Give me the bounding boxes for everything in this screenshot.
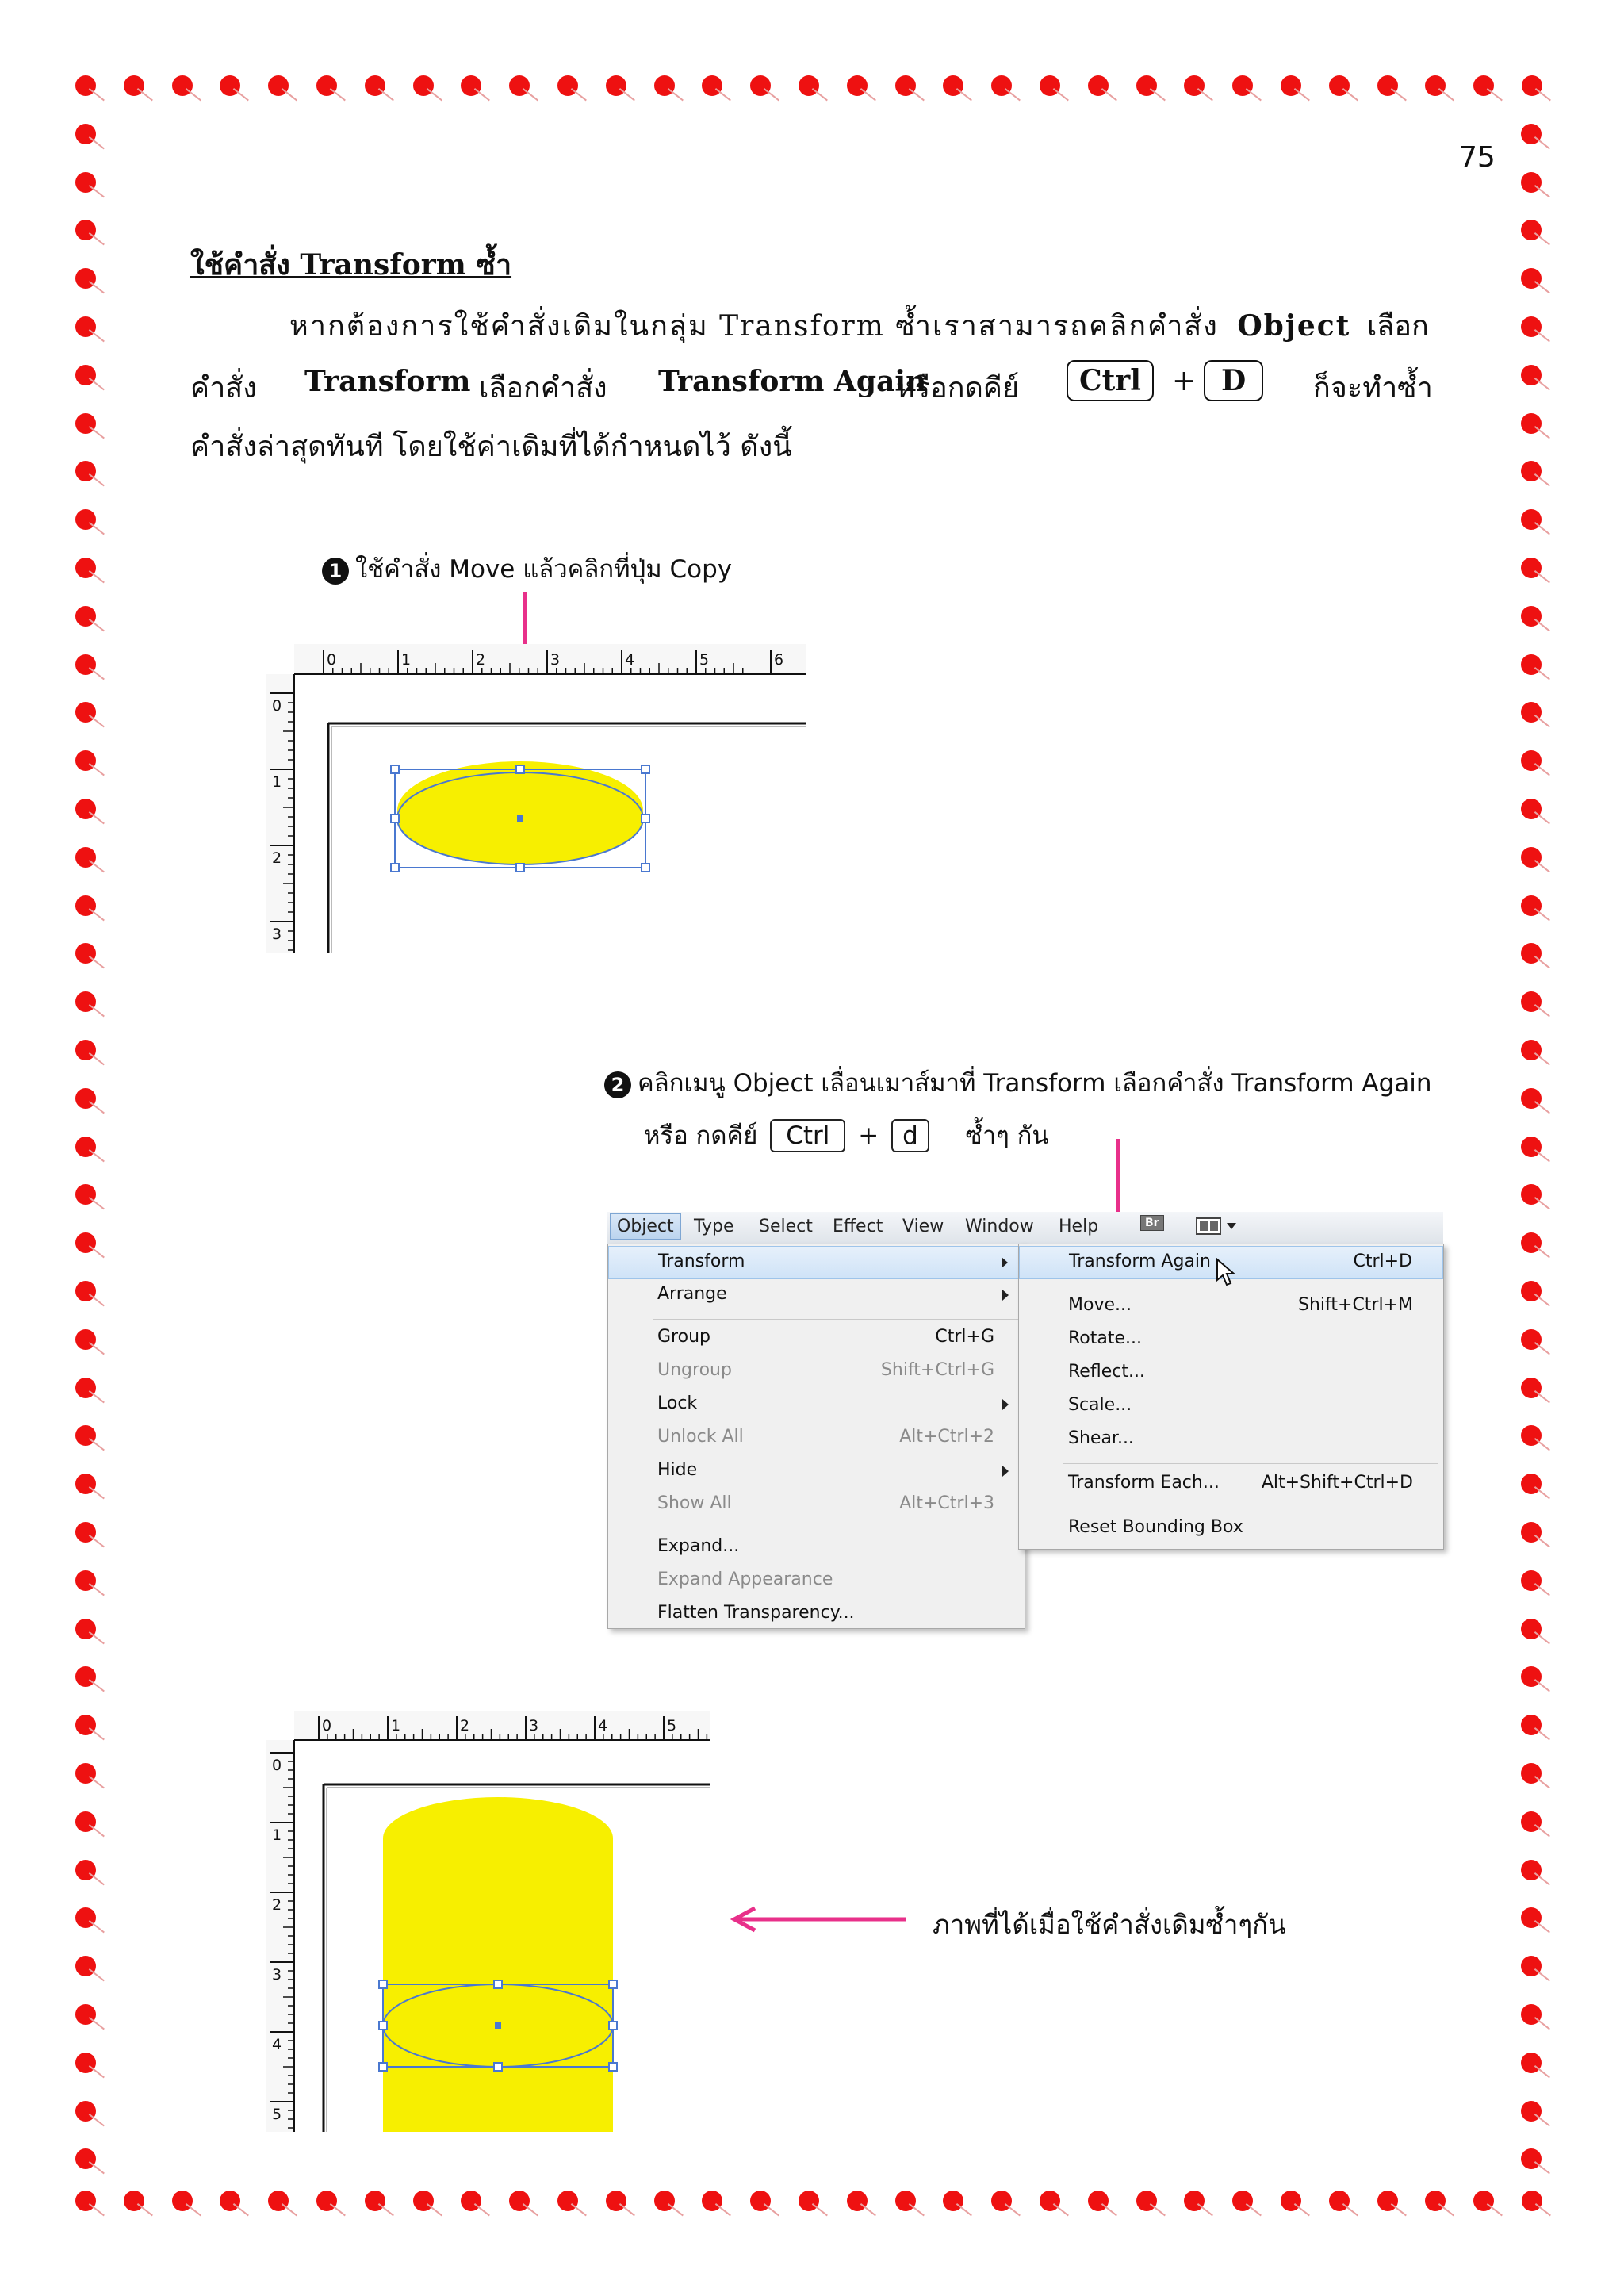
step-2-line-2 xyxy=(644,1115,1049,1155)
border-dot xyxy=(75,1474,96,1494)
step-number: 2 xyxy=(604,1071,631,1098)
key-ctrl: Ctrl xyxy=(1067,360,1154,401)
border-dot xyxy=(1521,1715,1542,1735)
border-dot xyxy=(1521,654,1542,675)
ruler-tick-label: 4 xyxy=(272,2036,282,2053)
bold-transform: Transform xyxy=(304,365,471,398)
border-dot xyxy=(1136,2191,1157,2211)
border-dot xyxy=(1425,75,1446,96)
border-dot xyxy=(1521,1425,1542,1446)
border-dot xyxy=(654,2191,675,2211)
menu-item-hide[interactable] xyxy=(608,1455,1025,1487)
border-dot xyxy=(1232,2191,1253,2211)
ruler-tick-label: 5 xyxy=(667,1717,677,1734)
border-dot xyxy=(461,75,481,96)
border-dot xyxy=(1521,124,1542,144)
border-dot xyxy=(895,75,916,96)
menu-item-label: Rotate... xyxy=(1068,1328,1143,1348)
submenu-arrow-icon xyxy=(1002,1290,1009,1301)
border-dot xyxy=(75,1425,96,1446)
mouse-cursor-icon xyxy=(1215,1258,1239,1290)
step-1-label xyxy=(322,549,732,588)
menu-window[interactable]: Window xyxy=(965,1217,1034,1236)
border-dot xyxy=(1088,75,1109,96)
border-dot xyxy=(1521,1088,1542,1109)
menu-item-label: Expand... xyxy=(657,1536,740,1556)
bridge-icon[interactable]: Br xyxy=(1140,1215,1164,1231)
border-dot xyxy=(1521,1474,1542,1494)
ruler-tick-label: 2 xyxy=(476,651,486,669)
menu-item-label: Flatten Transparency... xyxy=(657,1603,855,1623)
border-dot xyxy=(75,606,96,627)
border-dot xyxy=(702,75,722,96)
border-dot xyxy=(557,2191,578,2211)
border-dot xyxy=(75,461,96,481)
menu-item-shortcut: Shift+Ctrl+G xyxy=(880,1360,994,1380)
ruler-tick-label: 3 xyxy=(272,1966,282,1984)
border-dot xyxy=(1473,75,1494,96)
menu-item-label: Scale... xyxy=(1068,1395,1132,1415)
border-dot xyxy=(895,2191,916,2211)
border-dot xyxy=(1521,509,1542,530)
border-dot xyxy=(461,2191,481,2211)
section-heading: ใช้คำสั่ง Transform ซ้ำ xyxy=(190,248,512,282)
border-dot xyxy=(1521,847,1542,868)
border-dot xyxy=(1521,220,1542,240)
border-dot xyxy=(606,75,626,96)
border-dot xyxy=(75,702,96,723)
border-dot xyxy=(557,75,578,96)
border-dot xyxy=(268,2191,289,2211)
ruler-tick-label: 5 xyxy=(699,651,710,669)
border-dot xyxy=(847,2191,868,2211)
menu-item-flatten-transparency[interactable] xyxy=(608,1598,1025,1629)
border-dot xyxy=(702,2191,722,2211)
border-dot xyxy=(1521,1522,1542,1543)
border-dot xyxy=(75,509,96,530)
paragraph-text: เลือก xyxy=(1367,310,1429,343)
border-dot xyxy=(75,2191,96,2211)
border-dot xyxy=(1521,2101,1542,2122)
border-dot xyxy=(75,1040,96,1060)
border-dot xyxy=(1521,1907,1542,1928)
border-dot xyxy=(1521,1232,1542,1253)
border-dot xyxy=(509,75,530,96)
border-dot xyxy=(1521,461,1542,481)
ruler-tick-label: 5 xyxy=(272,2106,282,2123)
border-dot xyxy=(75,1378,96,1398)
border-dot xyxy=(220,2191,240,2211)
border-dot xyxy=(75,2053,96,2073)
step-text: หรือ กดคีย์ xyxy=(644,1121,758,1150)
border-dot xyxy=(799,2191,819,2211)
menu-item-label: Move... xyxy=(1068,1295,1132,1315)
border-dot xyxy=(1521,316,1542,337)
result-caption: ภาพที่ได้เมื่อใช้คำสั่งเดิมซ้ำๆกัน xyxy=(933,1909,1286,1940)
border-dot xyxy=(124,2191,144,2211)
border-dot xyxy=(75,1281,96,1301)
ruler-tick-label: 2 xyxy=(272,849,282,867)
border-dot xyxy=(1521,1860,1542,1880)
border-dot xyxy=(268,75,289,96)
border-dot xyxy=(1377,2191,1398,2211)
border-dot xyxy=(509,2191,530,2211)
border-dot xyxy=(1329,75,1350,96)
border-dot xyxy=(413,2191,434,2211)
border-dot xyxy=(75,654,96,675)
border-dot xyxy=(75,943,96,964)
border-dot xyxy=(220,75,240,96)
step-number: 1 xyxy=(322,558,349,585)
arrow-left-icon xyxy=(730,1903,912,1935)
ruler-tick-label: 1 xyxy=(401,651,412,669)
paragraph-text: คำสั่ง xyxy=(190,372,257,404)
menu-item-label: Transform Each... xyxy=(1068,1473,1220,1493)
page-number: 75 xyxy=(1459,141,1496,174)
menu-separator xyxy=(1063,1463,1438,1464)
border-dot xyxy=(75,895,96,916)
border-dot xyxy=(1521,2148,1542,2169)
menu-item-shortcut: Alt+Shift+Ctrl+D xyxy=(1261,1473,1413,1493)
border-dot xyxy=(1136,75,1157,96)
border-dot xyxy=(172,75,193,96)
border-dot xyxy=(1521,943,1542,964)
workspace-icon[interactable] xyxy=(1195,1217,1239,1240)
border-dot xyxy=(750,75,771,96)
border-dot xyxy=(75,1184,96,1205)
menu-item-expand-appearance[interactable] xyxy=(608,1565,1025,1596)
border-dot xyxy=(654,75,675,96)
border-dot xyxy=(1521,750,1542,771)
ruler-tick-label: 3 xyxy=(529,1717,539,1734)
menu-separator xyxy=(653,1319,1020,1320)
border-dot xyxy=(75,1522,96,1543)
border-dot xyxy=(1521,2053,1542,2073)
paragraph-text: หรือกดคีย์ xyxy=(896,372,1020,404)
border-dot xyxy=(1184,75,1205,96)
border-dot xyxy=(1281,2191,1301,2211)
bold-transform-again: Transform Again xyxy=(658,365,927,398)
menu-item-unlock-all[interactable] xyxy=(608,1422,1025,1454)
border-dot xyxy=(365,75,385,96)
border-dot xyxy=(1521,606,1542,627)
border-dot xyxy=(75,1860,96,1880)
menu-item-shortcut: Alt+Ctrl+3 xyxy=(899,1493,994,1513)
border-dot xyxy=(1521,1281,1542,1301)
menu-help[interactable]: Help xyxy=(1059,1217,1099,1236)
submenu-arrow-icon xyxy=(1002,1257,1008,1268)
menu-item-label: Reflect... xyxy=(1068,1362,1145,1382)
border-dot xyxy=(75,1715,96,1735)
menu-item-label: Ungroup xyxy=(657,1360,732,1380)
border-dot xyxy=(1521,365,1542,385)
border-dot xyxy=(75,991,96,1012)
submenu-arrow-icon xyxy=(1002,1399,1009,1410)
ruler-tick-label: 0 xyxy=(327,651,337,669)
border-dot xyxy=(1521,1666,1542,1687)
menu-item-reflect[interactable] xyxy=(1019,1357,1443,1389)
border-dot xyxy=(1521,1570,1542,1591)
border-dot xyxy=(991,75,1012,96)
border-dot xyxy=(847,75,868,96)
submenu-arrow-icon xyxy=(1002,1466,1009,1477)
ruler-tick-label: 1 xyxy=(391,1717,401,1734)
step-2-label xyxy=(604,1063,1432,1102)
border-dot xyxy=(799,75,819,96)
border-dot xyxy=(1521,1137,1542,1157)
border-dot xyxy=(1521,991,1542,1012)
menu-item-label: Arrange xyxy=(657,1284,727,1304)
key-ctrl: Ctrl xyxy=(770,1119,845,1152)
ruler-tick-label: 6 xyxy=(774,651,784,669)
menu-item-shear[interactable] xyxy=(1019,1424,1443,1455)
ruler-tick-label: 1 xyxy=(272,1826,282,1844)
plus-sign: + xyxy=(858,1121,879,1150)
border-dot xyxy=(1521,268,1542,289)
border-dot xyxy=(1521,558,1542,578)
border-dot xyxy=(75,413,96,434)
border-dot xyxy=(1232,75,1253,96)
border-dot xyxy=(1521,1040,1542,1060)
object-menu xyxy=(607,1244,1025,1629)
border-dot xyxy=(1329,2191,1350,2211)
border-dot xyxy=(75,1137,96,1157)
menu-item-label: Group xyxy=(657,1327,710,1347)
paragraph-text: หากต้องการใช้คำสั่งเดิมในกลุ่ม Transform ซ้ำเราสามารถคลิกคำสั่ง xyxy=(289,310,1219,343)
illustrator-canvas-1 xyxy=(266,644,806,953)
border-dot xyxy=(943,2191,963,2211)
border-dot xyxy=(75,799,96,819)
border-dot xyxy=(1522,2191,1542,2211)
ruler-tick-label: 0 xyxy=(272,697,282,715)
menu-item-lock[interactable] xyxy=(608,1389,1025,1420)
border-dot xyxy=(1473,2191,1494,2211)
ruler-tick-label: 4 xyxy=(625,651,635,669)
illustrator-canvas-2 xyxy=(266,1711,710,2132)
border-dot xyxy=(1281,75,1301,96)
bold-object: Object xyxy=(1237,309,1351,343)
menu-item-group[interactable] xyxy=(608,1322,1025,1354)
border-dot xyxy=(1184,2191,1205,2211)
ruler-tick-label: 4 xyxy=(598,1717,608,1734)
border-dot xyxy=(750,2191,771,2211)
key-d: D xyxy=(1204,360,1263,401)
border-dot xyxy=(75,1811,96,1832)
ruler-tick-label: 0 xyxy=(272,1757,282,1774)
border-dot xyxy=(75,1619,96,1639)
menu-view[interactable]: View xyxy=(902,1217,944,1236)
menu-item-transform[interactable] xyxy=(608,1246,1025,1279)
menu-effect[interactable]: Effect xyxy=(833,1217,883,1236)
menu-object[interactable]: Object xyxy=(610,1213,681,1240)
border-dot xyxy=(75,75,96,96)
ruler-tick-label: 3 xyxy=(550,651,561,669)
border-dot xyxy=(75,1329,96,1350)
menu-item-label: Show All xyxy=(657,1493,732,1513)
border-dot xyxy=(75,1956,96,1976)
paragraph-line-1 xyxy=(289,303,1350,348)
menu-item-label: Transform Again xyxy=(1069,1251,1211,1271)
border-dot xyxy=(75,1570,96,1591)
border-dot xyxy=(75,365,96,385)
ruler-tick-label: 3 xyxy=(272,926,282,943)
menu-item-transform-each[interactable] xyxy=(1019,1468,1443,1500)
border-dot xyxy=(316,75,337,96)
border-dot xyxy=(172,2191,193,2211)
menu-item-move[interactable] xyxy=(1019,1290,1443,1322)
border-dot xyxy=(75,268,96,289)
border-dot xyxy=(1521,1763,1542,1784)
border-dot xyxy=(1521,799,1542,819)
border-dot xyxy=(991,2191,1012,2211)
border-dot xyxy=(1521,1956,1542,1976)
menu-bar xyxy=(607,1212,1443,1244)
border-dot xyxy=(124,75,144,96)
border-dot xyxy=(75,2148,96,2169)
border-dot xyxy=(75,558,96,578)
border-dot xyxy=(75,220,96,240)
menu-item-ungroup[interactable] xyxy=(608,1355,1025,1387)
menu-item-label: Lock xyxy=(657,1393,698,1413)
border-dot xyxy=(1522,75,1542,96)
border-dot xyxy=(1521,2004,1542,2025)
ruler-tick-label: 2 xyxy=(460,1717,470,1734)
step-text: ใช้คำสั่ง Move แล้วคลิกที่ปุ่ม Copy xyxy=(355,555,733,584)
menu-type[interactable]: Type xyxy=(694,1217,734,1236)
border-dot xyxy=(75,750,96,771)
border-dot xyxy=(316,2191,337,2211)
menu-item-arrange[interactable] xyxy=(608,1279,1025,1311)
menu-item-label: Shear... xyxy=(1068,1428,1134,1448)
menu-item-shortcut: Shift+Ctrl+M xyxy=(1298,1295,1413,1315)
menu-item-shortcut: Alt+Ctrl+2 xyxy=(899,1427,994,1447)
paragraph-text: เลือกคำสั่ง xyxy=(479,372,607,404)
step-text: ซ้ำๆ กัน xyxy=(965,1121,1049,1150)
border-dot xyxy=(943,75,963,96)
border-dot xyxy=(1377,75,1398,96)
border-dot xyxy=(606,2191,626,2211)
border-dot xyxy=(75,1763,96,1784)
border-dot xyxy=(75,1907,96,1928)
menu-item-shortcut: Ctrl+G xyxy=(935,1327,994,1347)
menu-item-scale[interactable] xyxy=(1019,1390,1443,1422)
plus-sign: + xyxy=(1172,365,1197,397)
border-dot xyxy=(75,1088,96,1109)
paragraph-text: ก็จะทำซ้ำ xyxy=(1313,372,1433,404)
border-dot xyxy=(75,847,96,868)
menu-item-label: Unlock All xyxy=(657,1427,744,1447)
border-dot xyxy=(1521,413,1542,434)
border-dot xyxy=(75,1666,96,1687)
ruler-tick-label: 1 xyxy=(272,773,282,791)
menu-item-label: Reset Bounding Box xyxy=(1068,1517,1243,1537)
border-dot xyxy=(75,124,96,144)
border-dot xyxy=(1521,1619,1542,1639)
border-dot xyxy=(1088,2191,1109,2211)
border-dot xyxy=(75,2101,96,2122)
menu-item-expand[interactable] xyxy=(608,1531,1025,1563)
border-dot xyxy=(1521,895,1542,916)
ruler-tick-label: 0 xyxy=(322,1717,332,1734)
border-dot xyxy=(75,1232,96,1253)
border-dot xyxy=(413,75,434,96)
border-dot xyxy=(75,316,96,337)
border-dot xyxy=(1425,2191,1446,2211)
ruler-tick-label: 2 xyxy=(272,1896,282,1914)
menu-select[interactable]: Select xyxy=(759,1217,813,1236)
border-dot xyxy=(1521,702,1542,723)
menu-item-label: Expand Appearance xyxy=(657,1570,833,1589)
menu-item-label: Hide xyxy=(657,1460,698,1480)
border-dot xyxy=(75,2004,96,2025)
border-dot xyxy=(1040,75,1060,96)
border-dot xyxy=(1521,1811,1542,1832)
menu-item-rotate[interactable] xyxy=(1019,1324,1443,1355)
menu-item-show-all[interactable] xyxy=(608,1489,1025,1520)
border-dot xyxy=(1521,1378,1542,1398)
border-dot xyxy=(1521,172,1542,193)
border-dot xyxy=(365,2191,385,2211)
step-text: คลิกเมนู Object เลื่อนเมาส์มาที่ Transform เลือกคำสั่ง Transform Again xyxy=(638,1069,1432,1098)
border-dot xyxy=(1040,2191,1060,2211)
paragraph-line-3: คำสั่งล่าสุดทันที โดยใช้ค่าเดิมที่ได้กำหนดไว้ ดังนี้ xyxy=(190,431,792,463)
border-dot xyxy=(1521,1184,1542,1205)
border-dot xyxy=(75,172,96,193)
menu-item-reset-bounding-box[interactable] xyxy=(1019,1512,1443,1544)
menu-item-shortcut: Ctrl+D xyxy=(1353,1251,1412,1271)
border-dot xyxy=(1521,1329,1542,1350)
key-d: d xyxy=(891,1119,929,1152)
menu-item-label: Transform xyxy=(658,1251,745,1271)
